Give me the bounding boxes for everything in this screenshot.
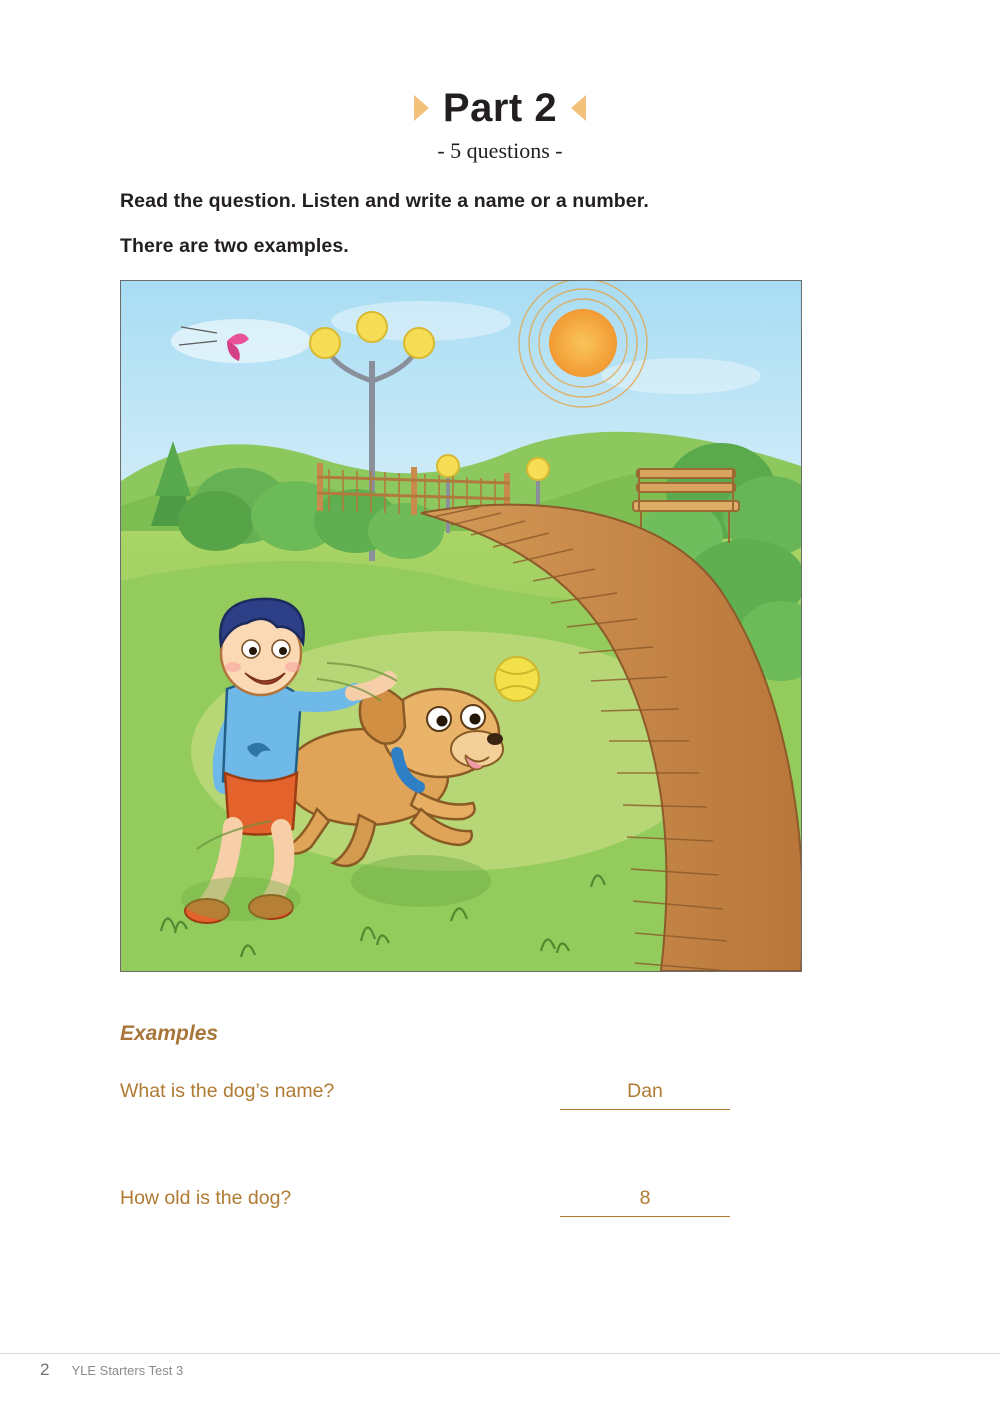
example-answer-field-1 xyxy=(560,1080,730,1110)
example-row-1 xyxy=(120,1080,740,1110)
instruction-line-2: There are two examples. xyxy=(120,235,349,257)
instructions xyxy=(120,190,880,280)
part-subtitle: - 5 questions - xyxy=(437,138,563,163)
ball-icon xyxy=(495,657,539,701)
part-title-text: Part 2 xyxy=(442,86,558,130)
triangle-left-icon xyxy=(414,95,429,121)
footer-divider xyxy=(0,1353,1000,1354)
example-question-1: What is the dog’s name? xyxy=(120,1080,335,1102)
example-answer-2: 8 xyxy=(639,1187,651,1209)
examples-heading: Examples xyxy=(120,1022,219,1045)
footer-title: YLE Starters Test 3 xyxy=(71,1363,184,1378)
page-number: 2 xyxy=(40,1360,50,1379)
example-answer-field-2 xyxy=(560,1187,730,1217)
instruction-line-1: Read the question. Listen and write a name or a number. xyxy=(120,190,649,212)
page-title xyxy=(414,88,586,128)
triangle-right-icon xyxy=(571,95,586,121)
part-header xyxy=(0,88,1000,164)
page-footer xyxy=(40,1360,183,1380)
park-scene-illustration xyxy=(120,280,802,972)
example-question-2: How old is the dog? xyxy=(120,1187,292,1209)
example-row-2 xyxy=(120,1187,740,1217)
example-answer-1: Dan xyxy=(627,1080,663,1102)
park-scene-svg xyxy=(121,281,801,971)
